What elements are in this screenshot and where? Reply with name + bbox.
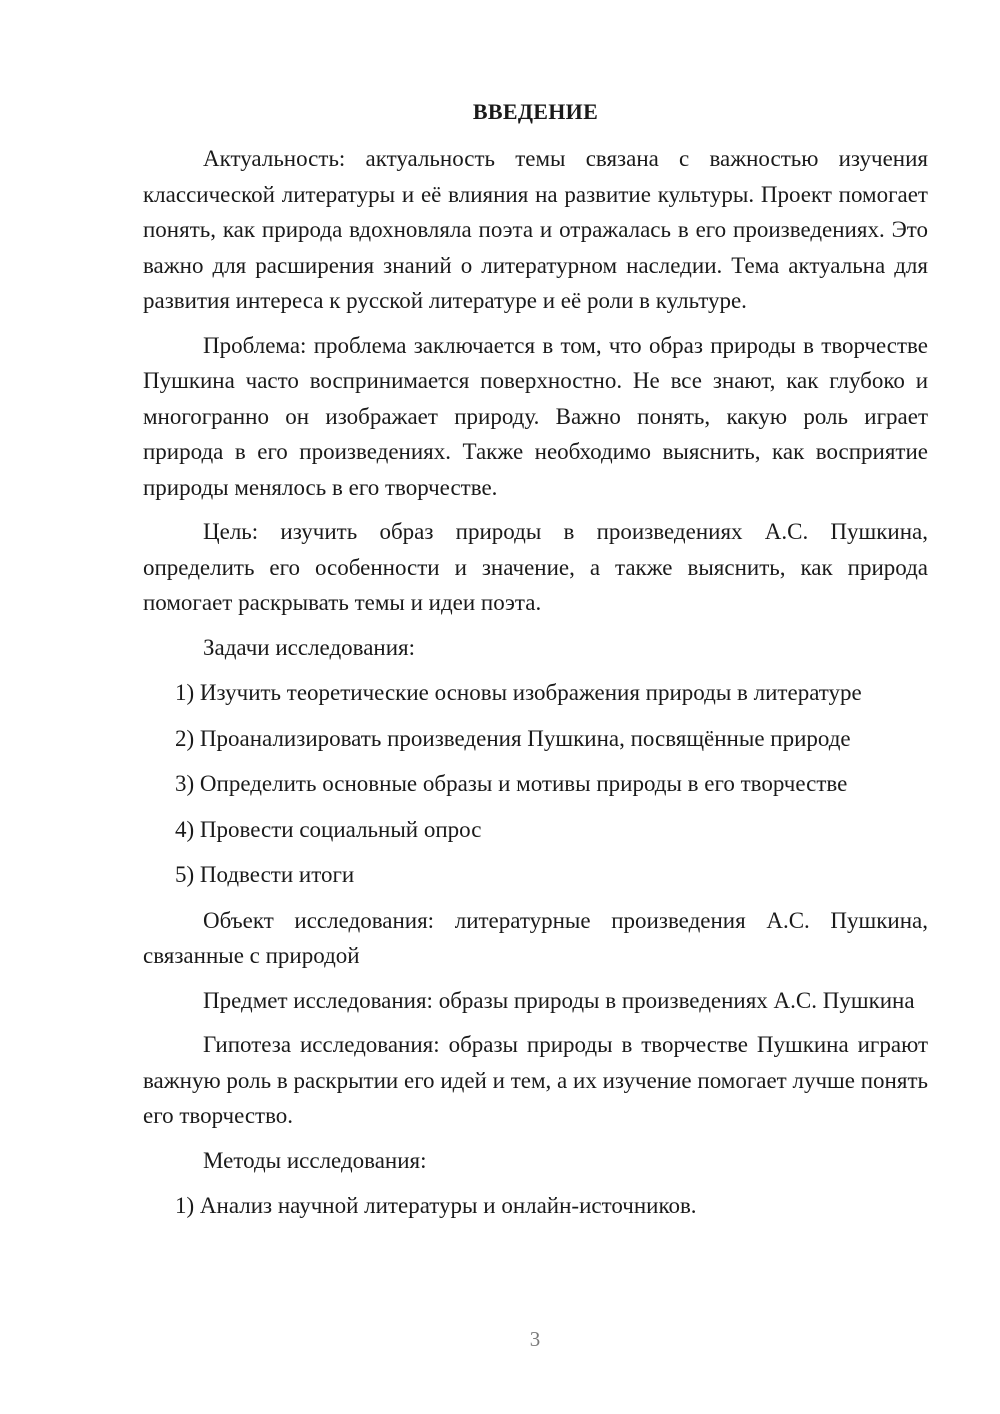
- page-body: [143, 94, 928, 1234]
- methods-heading: Методы исследования:: [203, 1147, 427, 1173]
- object-paragraph: Объект исследования: литературные произведения А.С. Пушкина, связанные с природой: [143, 907, 928, 968]
- methods-list: [143, 1188, 928, 1224]
- task-item-5: 5) Подвести итоги: [175, 862, 355, 887]
- method-item-1: 1) Анализ научной литературы и онлайн-источников.: [175, 1193, 697, 1218]
- task-item-4: 4) Провести социальный опрос: [175, 816, 482, 842]
- hypothesis-paragraph: Гипотеза исследования: образы природы в творчестве Пушкина играют важную роль в раскрытии его идей и тем, а их изучение помогает лучше понять его творчество.: [143, 1032, 928, 1128]
- task-item-2: 2) Проанализировать произведения Пушкина, посвящённые природе: [175, 725, 851, 751]
- tasks-heading: Задачи исследования:: [203, 634, 416, 660]
- page-title: ВВЕДЕНИЕ: [472, 99, 599, 124]
- relevance-paragraph: Актуальность: актуальность темы связана с важностью изучения классической литературы и её влияния на развитие культуры. Проект помогает понять, как природа вдохновляла поэта и отражалась в его произведениях. Это важно для расширения знаний о литературном наследии. Тема актуальна для развития интереса к русской литературе и её роли в культуре.: [143, 146, 928, 313]
- task-item-1: 1) Изучить теоретические основы изображения природы в литературе: [175, 680, 862, 705]
- page-number: 3: [529, 1327, 541, 1351]
- tasks-list: [143, 675, 928, 893]
- goal-paragraph: Цель: изучить образ природы в произведениях А.С. Пушкина, определить его особенности и значение, а также выяснить, как природа помогает раскрывать темы и идеи поэта.: [143, 519, 928, 615]
- task-item-3: 3) Определить основные образы и мотивы природы в его творчестве: [175, 771, 848, 796]
- problem-paragraph: Проблема: проблема заключается в том, что образ природы в творчестве Пушкина часто воспринимается поверхностно. Не все знают, как глубоко и многогранно он изображает природу. Важно понять, какую роль играет природа в его произведениях. Также необходимо выяснить, как восприятие природы менялось в его творчестве.: [143, 332, 928, 500]
- subject-paragraph: Предмет исследования: образы природы в произведениях А.С. Пушкина: [203, 987, 915, 1013]
